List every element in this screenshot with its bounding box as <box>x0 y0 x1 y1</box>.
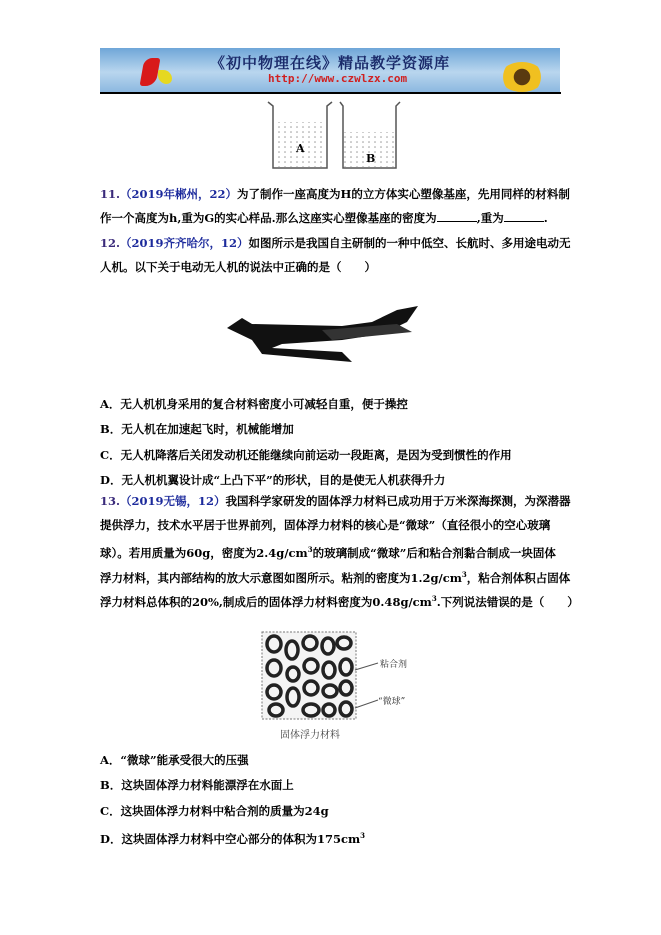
header-rule <box>100 92 561 94</box>
q12-option-c: C．无人机降落后关闭发动机还能继续向前运动一段距离，是因为受到惯性的作用 <box>100 448 512 462</box>
q13-line1: 13.（2019无锡，12）我国科学家研发的固体浮力材料已成功用于万米深海探测，为深潜器 <box>100 494 571 508</box>
microsphere-label: “微球” <box>378 697 406 707</box>
q13-option-b: B．这块固体浮力材料能漂浮在水面上 <box>100 778 294 792</box>
beakers-figure <box>265 100 410 172</box>
q13-option-a: A．“微球”能承受很大的压强 <box>100 753 249 767</box>
answer-blank <box>504 211 544 222</box>
q13-line2: 提供浮力，技术水平居于世界前列，固体浮力材料的核心是“微球”（直径很小的空心玻璃 <box>100 518 551 532</box>
answer-blank <box>437 211 477 222</box>
figure-caption: 固体浮力材料 <box>280 730 340 741</box>
q12-line1: 12.（2019齐齐哈尔，12）如图所示是我国自主研制的一种中低空、长航时、多用途电动无 <box>100 236 571 250</box>
q13-option-d: D．这块固体浮力材料中空心部分的体积为$175cm^3$ <box>100 831 366 846</box>
q11-line2: 作一个高度为h,重为G的实心样品.那么这座实心塑像基座的密度为 ,重为 . <box>100 211 548 225</box>
q11-line1: 11.（2019年郴州，22）为了制作一座高度为H的立方体实心塑像基座，先用同样的材料制 <box>100 187 570 201</box>
drone-image <box>222 300 422 372</box>
logo-accent-icon <box>158 70 172 84</box>
q12-option-b: B．无人机在加速起飞时，机械能增加 <box>100 422 294 436</box>
q13-line4: 浮力材料，其内部结构的放大示意图如图所示。粘剂的密度为$1.2g/cm^3$，粘合剂体积占固体 <box>100 570 571 585</box>
q12-line2: 人机。以下关于电动无人机的说法中正确的是（ ） <box>100 260 376 274</box>
banner-title: 《初中物理在线》精品教学资源库 <box>210 54 451 72</box>
sunflower-image <box>500 62 544 92</box>
buoyancy-material-figure <box>260 630 430 725</box>
q13-line3: 球）。若用质量为60g，密度为$2.4g/cm^3$的玻璃制成“微球”后和粘合剂黏合制成一块固体 <box>100 545 556 560</box>
q13-line5: 浮力材料总体积的20%,制成后的固体浮力材料密度为$0.48g/cm^3$.下列说法错误的是（ ） <box>100 594 579 609</box>
q12-option-a: A．无人机机身采用的复合材料密度小可减轻自重，便于操控 <box>100 397 408 411</box>
header-banner <box>100 48 560 92</box>
q13-option-c: C．这块固体浮力材料中粘合剂的质量为24g <box>100 804 329 818</box>
q12-option-d: D．无人机机翼设计成“上凸下平”的形状，目的是使无人机获得升力 <box>100 473 446 487</box>
banner-url: http://www.czwlzx.com <box>268 72 408 85</box>
beaker-label-b: B <box>366 152 376 165</box>
binder-label: 粘合剂 <box>380 660 408 670</box>
beaker-label-a: A <box>296 142 305 155</box>
